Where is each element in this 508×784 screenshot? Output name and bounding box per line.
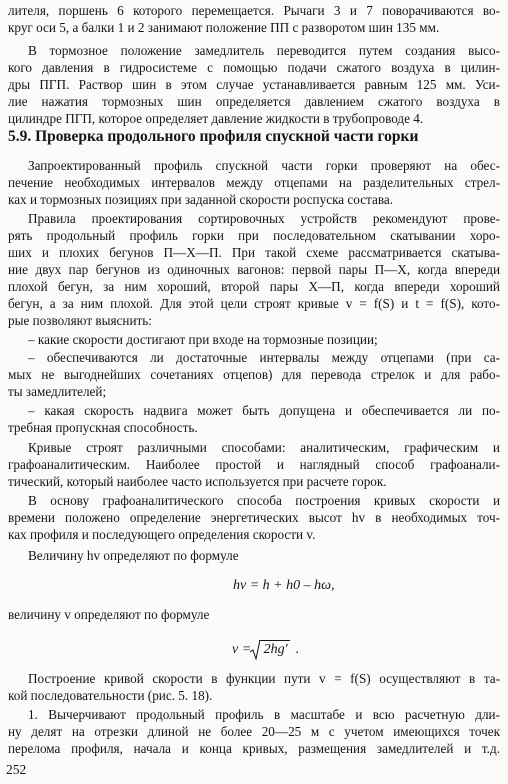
text-line: – какие скорости достигают при входе на тормозные позиции; xyxy=(28,332,378,347)
text-line: ших и плохих бегунов П—Х—П. При такой схеме рассматривается скатыва- xyxy=(8,245,500,260)
text-line: ках и тормозных позициях при заданной скорости роспуска состава. xyxy=(8,192,394,207)
text-line: ну делят на отрезки длиной не более 20—25 м с учетом имеющихся точек xyxy=(8,724,500,739)
text-line: величину v определяют по формуле xyxy=(8,607,210,622)
text-line: ках профиля и последующего определения скорости v. xyxy=(8,527,316,542)
text-line: цилиндре ПГП, которое определяет давление жидкости в трубопроводе 4. xyxy=(8,111,424,126)
text-line: кой последовательности (рис. 5. 18). xyxy=(8,688,213,703)
text-line: рять продольный профиль горки при последовательном скатывании хоро- xyxy=(8,228,500,243)
text-line: Правила проектирования сортировочных устройств рекомендуют прове- xyxy=(28,211,500,226)
radical-sign-icon xyxy=(250,640,260,660)
text-line: дры ПГП. Раствор шин в этом случае устанавливается равным 125 мм. Уси- xyxy=(8,77,500,92)
text-line: рые позволяют выяснить: xyxy=(8,313,152,328)
page-number: 252 xyxy=(6,762,27,777)
formula-speed-left: v = xyxy=(232,642,252,657)
text-line: Величину hv определяют по формуле xyxy=(28,548,239,563)
text-line: круг оси 5, а балки 1 и 2 занимают положение ПП с разворотом шин 135 мм. xyxy=(8,20,440,35)
text-line: бегун, а за ним плохой. Для этой цели строят кривые v = f(S) и t = f(S), кото- xyxy=(8,296,500,311)
text-line: мых не выгоднейших сочетаниях отцепов) для перевода стрелок и для рабо- xyxy=(8,367,500,382)
section-heading: 5.9. Проверка продольного профиля спускной части горки xyxy=(8,128,419,145)
text-line: 1. Вычерчивают продольный профиль в масштабе и всю расчетную дли- xyxy=(28,707,500,722)
text-line: Кривые строят различными способами: аналитическим, графическим и xyxy=(28,440,500,455)
formula-speed xyxy=(232,640,299,658)
text-line: – обеспечиваются ли достаточные интервалы между отцепами (при са- xyxy=(28,350,500,365)
text-line: В основу графоаналитического способа построения кривых скорости и xyxy=(28,493,500,508)
text-line: перелома профиля, начала и конца кривых, размещения замедлителей и т.д. xyxy=(8,741,500,756)
text-line: – какая скорость надвига может быть допущена и обеспечивается ли по- xyxy=(28,403,500,418)
formula-speed-end: . xyxy=(295,642,300,657)
radicand: 2hg′ xyxy=(263,642,288,657)
text-line: графоаналитическим. Наиболее простой и наглядный способ графоанали- xyxy=(8,457,500,472)
text-line: кого давления в гидросистеме с помощью подачи сжатого воздуха в цилин- xyxy=(8,60,500,75)
text-line: В тормозное положение замедлитель переводится путем создания высо- xyxy=(28,43,500,58)
text-line: ты замедлителей; xyxy=(8,384,107,399)
text-line: времени положено определение энергетических высот hv в необходимых точ- xyxy=(8,510,500,525)
text-line: требная пропускная способность. xyxy=(8,420,198,435)
text-line: Запроектированный профиль спускной части горки проверяют на обес- xyxy=(28,158,500,173)
square-root xyxy=(259,640,290,658)
text-line: тический, который наиболее часто используется при расчете горок. xyxy=(8,474,387,489)
text-line: печение необходимых интервалов между отцепами на разделительных стрел- xyxy=(8,175,500,190)
formula-energy-height: hv = h + h0 – hω, xyxy=(233,578,335,593)
text-line: лителя, поршень 6 которого перемещается. Рычаги 3 и 7 поворачиваются во- xyxy=(8,3,500,18)
text-line: лие нажатия тормозных шин определяется давлением сжатого воздуха в xyxy=(8,94,500,109)
text-line: ние двух пар бегунов из одиночных вагонов: первой пары П—Х, когда впереди xyxy=(8,262,500,277)
text-line: плохой бегун, за ним хороший, второй пары Х—П, когда впереди хороший xyxy=(8,279,500,294)
text-line: Построение кривой скорости в функции пути v = f(S) осуществляют в та- xyxy=(28,671,500,686)
